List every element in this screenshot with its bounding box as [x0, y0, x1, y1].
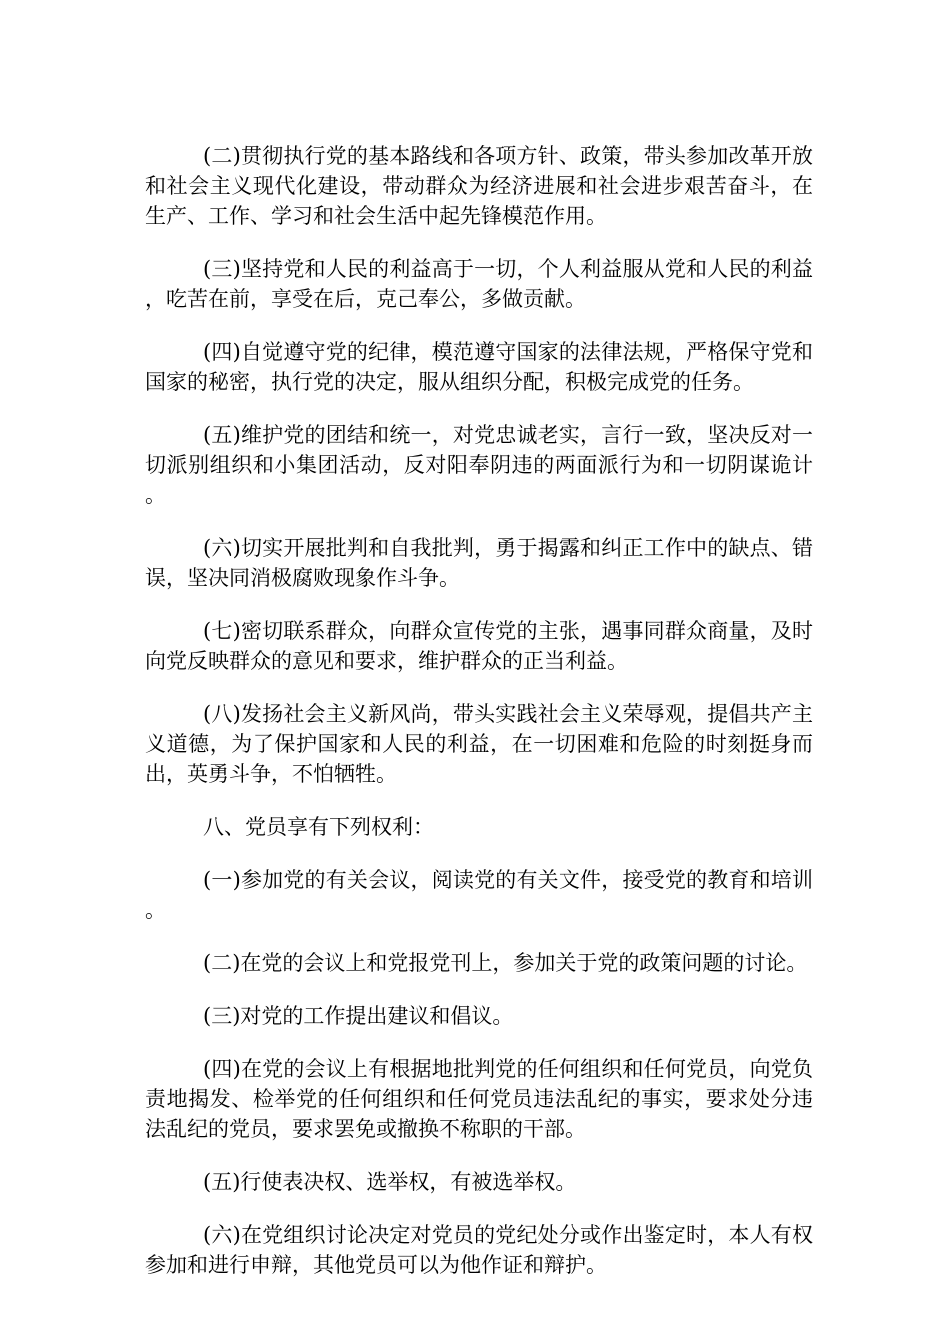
paragraph-right-6: (六)在党组织讨论决定对党员的党纪处分或作出鉴定时，本人有权参加和进行申辩，其他党员可以为他作证和辩护。: [145, 1223, 813, 1277]
paragraph-duty-8: (八)发扬社会主义新风尚，带头实践社会主义荣辱观，提倡共产主义道德，为了保护国家和人民的利益，在一切困难和危险的时刻挺身而出，英勇斗争，不怕牺牲。: [145, 702, 813, 786]
paragraph-right-5: (五)行使表决权、选举权，有被选举权。: [203, 1170, 577, 1194]
paragraph-duty-4: (四)自觉遵守党的纪律，模范遵守国家的法律法规，严格保守党和国家的秘密，执行党的决定，服从组织分配，积极完成党的任务。: [145, 340, 813, 394]
paragraph-duty-2: (二)贯彻执行党的基本路线和各项方针、政策，带头参加改革开放和社会主义现代化建设，带动群众为经济进展和社会进步艰苦奋斗，在生产、工作、学习和社会生活中起先锋模范作用。: [145, 144, 813, 228]
paragraph-duty-7: (七)密切联系群众，向群众宣传党的主张，遇事同群众商量，及时向党反映群众的意见和要求，维护群众的正当利益。: [145, 619, 813, 673]
paragraph-right-4: (四)在党的会议上有根据地批判党的任何组织和任何党员，向党负责地揭发、检举党的任何组织和任何党员违法乱纪的事实，要求处分违法乱纪的党员，要求罢免或撤换不称职的干部。: [145, 1057, 813, 1141]
paragraph-duty-6: (六)切实开展批判和自我批判，勇于揭露和纠正工作中的缺点、错误，坚决同消极腐败现象作斗争。: [145, 536, 813, 590]
paragraph-duty-5: (五)维护党的团结和统一，对党忠诚老实，言行一致，坚决反对一切派别组织和小集团活动，反对阳奉阴违的两面派行为和一切阴谋诡计。: [145, 423, 813, 507]
paragraph-right-1: (一)参加党的有关会议，阅读党的有关文件，接受党的教育和培训。: [145, 868, 813, 922]
document-body: [145, 141, 813, 1303]
paragraph-right-3: (三)对党的工作提出建议和倡议。: [203, 1004, 514, 1028]
section-heading-rights: 八、党员享有下列权利：: [203, 815, 434, 839]
paragraph-duty-3: (三)坚持党和人民的利益高于一切，个人利益服从党和人民的利益，吃苦在前，享受在后，克己奉公，多做贡献。: [145, 257, 813, 311]
paragraph-right-2: (二)在党的会议上和党报党刊上，参加关于党的政策问题的讨论。: [203, 951, 808, 975]
